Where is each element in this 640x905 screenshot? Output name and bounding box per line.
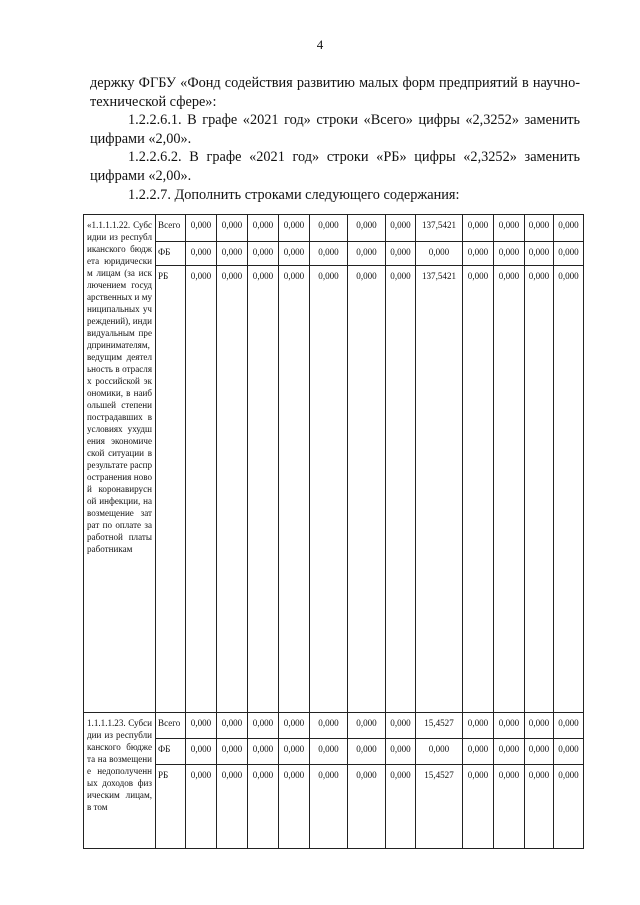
table-cell: 0,000 bbox=[525, 242, 554, 266]
table-cell: 0,000 bbox=[494, 713, 525, 739]
table-cell: 0,000 bbox=[348, 266, 386, 713]
table-cell: 0,000 bbox=[310, 215, 348, 242]
table-cell: 0,000 bbox=[186, 713, 217, 739]
paragraph-1-2-2-6-1: 1.2.2.6.1. В графе «2021 год» строки «Всего» цифры «2,3252» заменить цифрами «2,00». bbox=[90, 112, 580, 147]
table-cell: 0,000 bbox=[348, 215, 386, 242]
table-cell: 0,000 bbox=[554, 713, 584, 739]
table-cell: 0,000 bbox=[217, 739, 248, 765]
table-cell: 0,000 bbox=[494, 242, 525, 266]
paragraph-1-2-2-7: 1.2.2.7. Дополнить строками следующего содержания: bbox=[128, 186, 460, 203]
row-type: Всего bbox=[156, 215, 186, 242]
table-cell: 0,000 bbox=[186, 215, 217, 242]
table-cell: 0,000 bbox=[463, 765, 494, 849]
table-cell: 0,000 bbox=[386, 765, 416, 849]
table-cell: 0,000 bbox=[279, 713, 310, 739]
table-cell: 0,000 bbox=[279, 215, 310, 242]
table-cell: 0,000 bbox=[217, 765, 248, 849]
table-cell: 0,000 bbox=[248, 266, 279, 713]
table-cell: 0,000 bbox=[348, 765, 386, 849]
table-cell: 0,000 bbox=[279, 266, 310, 713]
table-cell: 0,000 bbox=[554, 242, 584, 266]
table-cell: 0,000 bbox=[186, 266, 217, 713]
table-cell: 0,000 bbox=[494, 739, 525, 765]
table-cell: 0,000 bbox=[279, 739, 310, 765]
table-cell: 15,4527 bbox=[416, 765, 463, 849]
table-cell: 0,000 bbox=[348, 242, 386, 266]
table-cell: 0,000 bbox=[348, 739, 386, 765]
table-cell: 0,000 bbox=[217, 242, 248, 266]
table-cell: 0,000 bbox=[310, 739, 348, 765]
table-cell: 0,000 bbox=[186, 242, 217, 266]
table-cell: 0,000 bbox=[494, 765, 525, 849]
table-cell: 15,4527 bbox=[416, 713, 463, 739]
table-cell: 0,000 bbox=[554, 215, 584, 242]
table-row bbox=[84, 242, 584, 266]
table-row bbox=[84, 739, 584, 765]
table-cell: 0,000 bbox=[416, 739, 463, 765]
page-number: 4 bbox=[316, 37, 324, 52]
table-cell: 0,000 bbox=[217, 713, 248, 739]
table-row bbox=[84, 266, 584, 713]
table-cell: 0,000 bbox=[463, 266, 494, 713]
table-cell: 0,000 bbox=[310, 242, 348, 266]
table-cell: 0,000 bbox=[525, 765, 554, 849]
table-cell: 0,000 bbox=[248, 739, 279, 765]
table-cell: 0,000 bbox=[463, 215, 494, 242]
row-type: ФБ bbox=[156, 242, 186, 266]
budget-table bbox=[83, 214, 584, 849]
table-cell: 0,000 bbox=[310, 266, 348, 713]
table-cell: 0,000 bbox=[386, 266, 416, 713]
table-cell: 0,000 bbox=[463, 713, 494, 739]
row-description: «1.1.1.1.22. Субсидии из республиканского бюджета юридическим лицам (за исключением государственных и муниципальных учреждений), индивидуальным предпринимателям, ведущим деятельность в отраслях российской экономики, в наибольшей степени пострадавших в условиях ухудшения экономической ситуации в результате распространения новой коронавирусной инфекции, на возмещение затрат по оплате заработной платы работникам bbox=[84, 215, 156, 713]
table-cell: 0,000 bbox=[348, 713, 386, 739]
table-cell: 0,000 bbox=[463, 739, 494, 765]
table-cell: 0,000 bbox=[186, 739, 217, 765]
table-cell: 0,000 bbox=[248, 765, 279, 849]
table-cell: 0,000 bbox=[310, 765, 348, 849]
table-cell: 0,000 bbox=[248, 215, 279, 242]
table-cell: 0,000 bbox=[554, 765, 584, 849]
table-cell: 0,000 bbox=[554, 266, 584, 713]
table-cell: 0,000 bbox=[310, 713, 348, 739]
table-cell: 0,000 bbox=[494, 215, 525, 242]
table-cell: 0,000 bbox=[463, 242, 494, 266]
table-cell: 0,000 bbox=[386, 242, 416, 266]
table-cell: 0,000 bbox=[525, 215, 554, 242]
table-cell: 0,000 bbox=[494, 266, 525, 713]
row-type: РБ bbox=[156, 266, 186, 713]
table-row bbox=[84, 215, 584, 242]
body-text bbox=[90, 74, 580, 204]
paragraph-1-2-2-6-2: 1.2.2.6.2. В графе «2021 год» строки «РБ» цифры «2,3252» заменить цифрами «2,00». bbox=[90, 149, 580, 184]
table-cell: 0,000 bbox=[279, 242, 310, 266]
table-cell: 0,000 bbox=[525, 739, 554, 765]
table-cell: 0,000 bbox=[248, 713, 279, 739]
table-cell: 137,5421 bbox=[416, 215, 463, 242]
table-cell: 0,000 bbox=[386, 739, 416, 765]
table-cell: 0,000 bbox=[186, 765, 217, 849]
table-row bbox=[84, 713, 584, 739]
table-cell: 0,000 bbox=[217, 266, 248, 713]
table-cell: 0,000 bbox=[525, 713, 554, 739]
table-cell: 0,000 bbox=[217, 215, 248, 242]
table-row bbox=[84, 765, 584, 849]
table-cell: 137,5421 bbox=[416, 266, 463, 713]
table-cell: 0,000 bbox=[525, 266, 554, 713]
table-cell: 0,000 bbox=[248, 242, 279, 266]
table-cell: 0,000 bbox=[386, 713, 416, 739]
table-cell: 0,000 bbox=[554, 739, 584, 765]
row-description: 1.1.1.1.23. Субсидии из республиканского бюджета на возмещение недополученных доходов физическим лицам, в том bbox=[84, 713, 156, 849]
table-cell: 0,000 bbox=[416, 242, 463, 266]
row-type: Всего bbox=[156, 713, 186, 739]
paragraph-intro: держку ФГБУ «Фонд содействия развитию малых форм предприятий в научно-технической сфере»: bbox=[90, 75, 580, 110]
table-cell: 0,000 bbox=[386, 215, 416, 242]
row-type: ФБ bbox=[156, 739, 186, 765]
table-cell: 0,000 bbox=[279, 765, 310, 849]
row-type: РБ bbox=[156, 765, 186, 849]
